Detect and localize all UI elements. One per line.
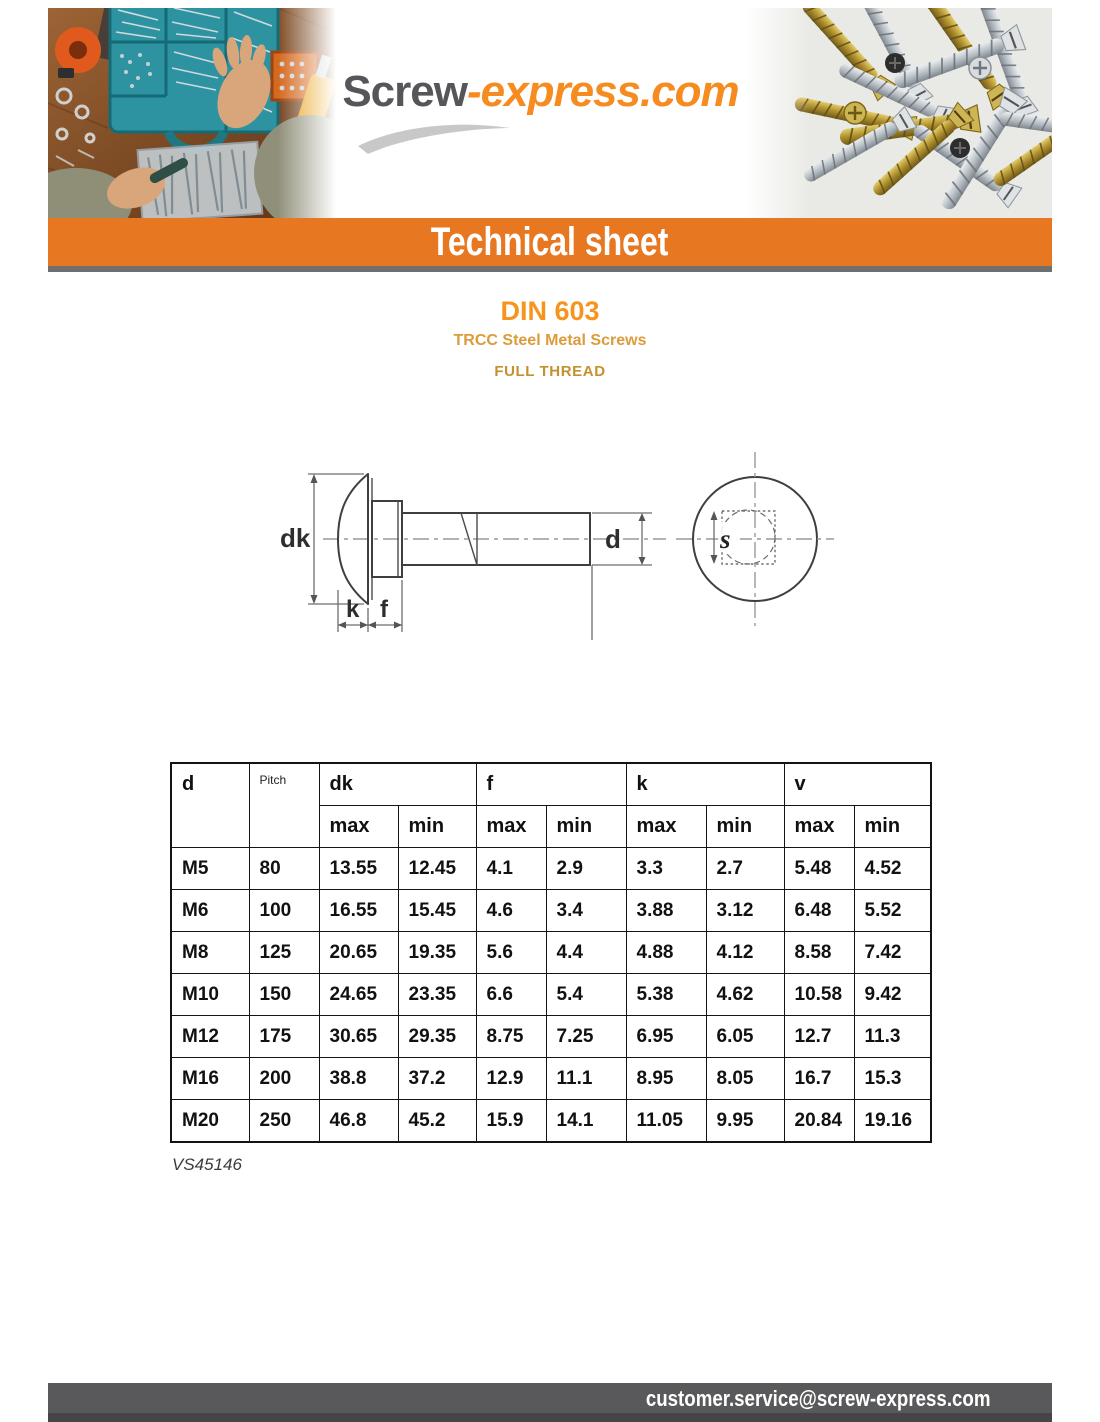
spec-table-body [171,848,931,1143]
spec-row-M20 [171,1100,931,1143]
spec-row-M10 [171,974,931,1016]
value-cell: 19.16 [854,1100,931,1143]
logo-swoosh [354,118,514,158]
col-group-v: v [784,763,931,806]
standard-title: DIN 603 [500,296,600,326]
value-cell: 12.9 [476,1058,546,1100]
value-cell: 11.05 [626,1100,706,1143]
spec-row-M8 [171,932,931,974]
value-cell: 200 [249,1058,319,1100]
value-cell: 20.65 [319,932,398,974]
dim-label-f: f [380,596,388,623]
customer-service-email: customer.service@screw-express.com [645,1386,990,1411]
value-cell: 6.95 [626,1016,706,1058]
subheader-f-min: min [546,806,626,848]
value-cell: 12.7 [784,1016,854,1058]
value-cell: 14.1 [546,1100,626,1143]
value-cell: 8.58 [784,932,854,974]
banner-title: Technical sheet [431,220,669,264]
value-cell: 46.8 [319,1100,398,1143]
value-cell: 4.6 [476,890,546,932]
product-name: TRCC Steel Metal Screws [453,332,647,349]
value-cell: 11.1 [546,1058,626,1100]
size-cell: M12 [171,1016,249,1058]
value-cell: 29.35 [398,1016,476,1058]
value-cell: 5.6 [476,932,546,974]
value-cell: 11.3 [854,1016,931,1058]
dim-label-dk: dk [280,523,311,553]
value-cell: 2.9 [546,848,626,890]
value-cell: 6.05 [706,1016,784,1058]
value-cell: 19.35 [398,932,476,974]
col-header-pitch: Pitch [249,763,319,848]
logo-text-orange: -express.com [466,67,739,116]
value-cell: 250 [249,1100,319,1143]
value-cell: 7.25 [546,1016,626,1058]
value-cell: 125 [249,932,319,974]
col-header-d: d [171,763,249,848]
col-group-k: k [626,763,784,806]
value-cell: 3.3 [626,848,706,890]
col-group-dk: dk [319,763,476,806]
size-cell: M10 [171,974,249,1016]
value-cell: 3.4 [546,890,626,932]
value-cell: 5.52 [854,890,931,932]
col-group-f: f [476,763,626,806]
value-cell: 6.6 [476,974,546,1016]
bolt-technical-drawing [268,440,888,660]
logo-text-dark: Screw [342,67,467,116]
size-cell: M6 [171,890,249,932]
value-cell: 8.05 [706,1058,784,1100]
value-cell: 12.45 [398,848,476,890]
size-cell: M8 [171,932,249,974]
value-cell: 9.95 [706,1100,784,1143]
value-cell: 100 [249,890,319,932]
technical-sheet-banner [48,218,1052,272]
subheader-v-min: min [854,806,931,848]
size-cell: M5 [171,848,249,890]
value-cell: 4.12 [706,932,784,974]
value-cell: 4.62 [706,974,784,1016]
subheader-v-max: max [784,806,854,848]
value-cell: 8.75 [476,1016,546,1058]
subheader-k-min: min [706,806,784,848]
dim-label-k: k [346,596,360,623]
dim-label-d: d [605,524,621,554]
value-cell: 15.9 [476,1100,546,1143]
value-cell: 3.88 [626,890,706,932]
spec-row-M16 [171,1058,931,1100]
size-cell: M16 [171,1058,249,1100]
value-cell: 15.3 [854,1058,931,1100]
value-cell: 2.7 [706,848,784,890]
value-cell: 3.12 [706,890,784,932]
value-cell: 8.95 [626,1058,706,1100]
value-cell: 15.45 [398,890,476,932]
value-cell: 38.8 [319,1058,398,1100]
value-cell: 150 [249,974,319,1016]
subheader-dk-max: max [319,806,398,848]
size-cell: M20 [171,1100,249,1143]
value-cell: 4.4 [546,932,626,974]
logo [336,8,745,218]
spec-row-M5 [171,848,931,890]
value-cell: 6.48 [784,890,854,932]
value-cell: 5.4 [546,974,626,1016]
value-cell: 45.2 [398,1100,476,1143]
value-cell: 37.2 [398,1058,476,1100]
value-cell: 16.7 [784,1058,854,1100]
dim-label-s: s [720,524,731,554]
value-cell: 175 [249,1016,319,1058]
thread-type: FULL THREAD [494,363,606,380]
reference-code: VS45146 [172,1155,242,1174]
spec-row-M12 [171,1016,931,1058]
subheader-dk-min: min [398,806,476,848]
value-cell: 80 [249,848,319,890]
value-cell: 10.58 [784,974,854,1016]
value-cell: 7.42 [854,932,931,974]
header-band [48,8,1052,218]
screw-pile-photo [745,8,1052,218]
value-cell: 5.48 [784,848,854,890]
spec-table [170,762,932,1143]
value-cell: 16.55 [319,890,398,932]
value-cell: 24.65 [319,974,398,1016]
value-cell: 5.38 [626,974,706,1016]
workbench-photo [48,8,336,218]
value-cell: 13.55 [319,848,398,890]
value-cell: 30.65 [319,1016,398,1058]
subheader-k-max: max [626,806,706,848]
value-cell: 23.35 [398,974,476,1016]
spec-row-M6 [171,890,931,932]
subheader-f-max: max [476,806,546,848]
value-cell: 9.42 [854,974,931,1016]
value-cell: 20.84 [784,1100,854,1143]
value-cell: 4.1 [476,848,546,890]
value-cell: 4.88 [626,932,706,974]
value-cell: 4.52 [854,848,931,890]
footer-bar [48,1383,1052,1422]
